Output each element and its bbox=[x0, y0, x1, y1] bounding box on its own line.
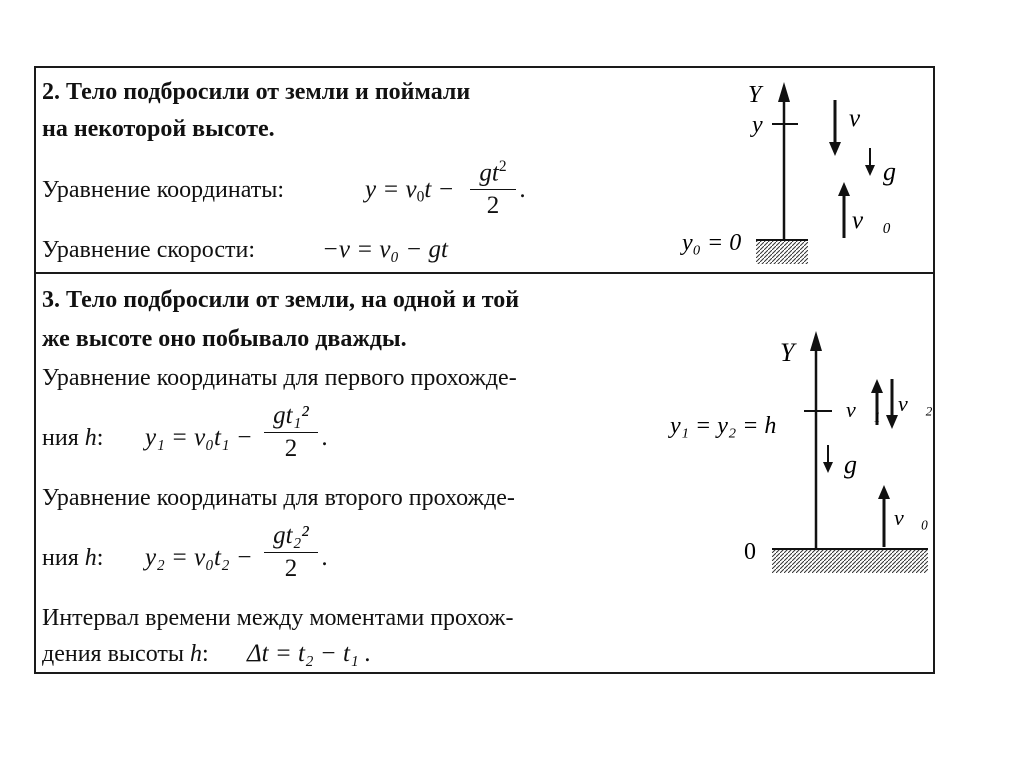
section2-speed-label: Уравнение скорости: bbox=[42, 237, 256, 263]
zero-label: 0 bbox=[744, 539, 756, 565]
section2-coord-equation: $y = v_0t$ − bbox=[365, 176, 455, 206]
section3-eq2-expression: y₂ = v₀t₂ − bbox=[145, 544, 253, 571]
section3-eq1-prefix: ния h: bbox=[42, 425, 104, 451]
section2-speed-equation: −v = v₀ − gt bbox=[322, 236, 448, 263]
ground bbox=[772, 549, 928, 573]
y-label: y bbox=[752, 112, 763, 138]
section2-title-line1: 2. Тело подбросили от земли и поймали bbox=[42, 79, 471, 105]
axis-label: Y bbox=[748, 82, 762, 108]
section2-coord-fraction: $gt^2$ 2 bbox=[470, 158, 516, 220]
section3-eq1-fraction: gt₁² 2 bbox=[264, 402, 318, 463]
v1-label: v⃗₁ bbox=[846, 397, 881, 422]
section3-interval-expression: Δt = t₂ − t₁ . bbox=[247, 640, 372, 667]
initial-velocity-arrowhead bbox=[838, 182, 850, 196]
v1-arrowhead bbox=[871, 379, 883, 393]
section3-eq1-line1: Уравнение координаты для первого прохожде- bbox=[42, 365, 517, 391]
section3-interval-line1: Интервал времени между моментами прохож- bbox=[42, 605, 514, 631]
gravity-label: g⃗ bbox=[844, 450, 878, 479]
initial-velocity-label: v⃗₀ bbox=[852, 207, 892, 234]
initial-velocity-label: v⃗₀ bbox=[894, 505, 929, 530]
section3-eq2-fraction: gt₂² 2 bbox=[264, 522, 318, 583]
velocity-arrowhead bbox=[829, 142, 841, 156]
ground bbox=[756, 240, 808, 264]
axis-label: Y bbox=[780, 338, 795, 367]
section3-eq2-prefix: ния h: bbox=[42, 545, 104, 571]
section2-coord-end: . bbox=[520, 176, 527, 203]
section2-diagram bbox=[660, 70, 920, 270]
initial-velocity-arrowhead bbox=[878, 485, 890, 499]
row-divider bbox=[36, 272, 933, 274]
section3-title-line1: 3. Тело подбросили от земли, на одной и той bbox=[42, 287, 520, 313]
section3-eq1-expression: y₁ = v₀t₁ − bbox=[145, 424, 253, 451]
gravity-arrowhead bbox=[865, 165, 875, 176]
section3-eq2-end: . bbox=[322, 544, 329, 571]
v2-arrowhead bbox=[886, 415, 898, 429]
ground-label: y₀ = 0 bbox=[682, 230, 742, 256]
level-label: y₁ = y₂ = h bbox=[670, 413, 777, 439]
v2-label: v⃗₂ bbox=[898, 391, 933, 416]
velocity-label: v⃗ bbox=[849, 105, 880, 132]
gravity-label: g⃗ bbox=[883, 157, 917, 186]
gravity-arrowhead bbox=[823, 462, 833, 473]
section2-title-line2: на некоторой высоте. bbox=[42, 116, 275, 142]
section3-title-line2: же высоте оно побывало дважды. bbox=[42, 326, 407, 352]
section2-coord-label: Уравнение координаты: bbox=[42, 177, 285, 203]
section3-eq2-line1: Уравнение координаты для второго прохожде- bbox=[42, 485, 515, 511]
y-axis-arrowhead bbox=[810, 331, 822, 351]
y-axis-arrowhead bbox=[778, 82, 790, 102]
section3-eq1-end: . bbox=[322, 424, 329, 451]
section3-interval-prefix: дения высоты h: bbox=[42, 641, 209, 667]
section3-diagram bbox=[660, 325, 935, 585]
